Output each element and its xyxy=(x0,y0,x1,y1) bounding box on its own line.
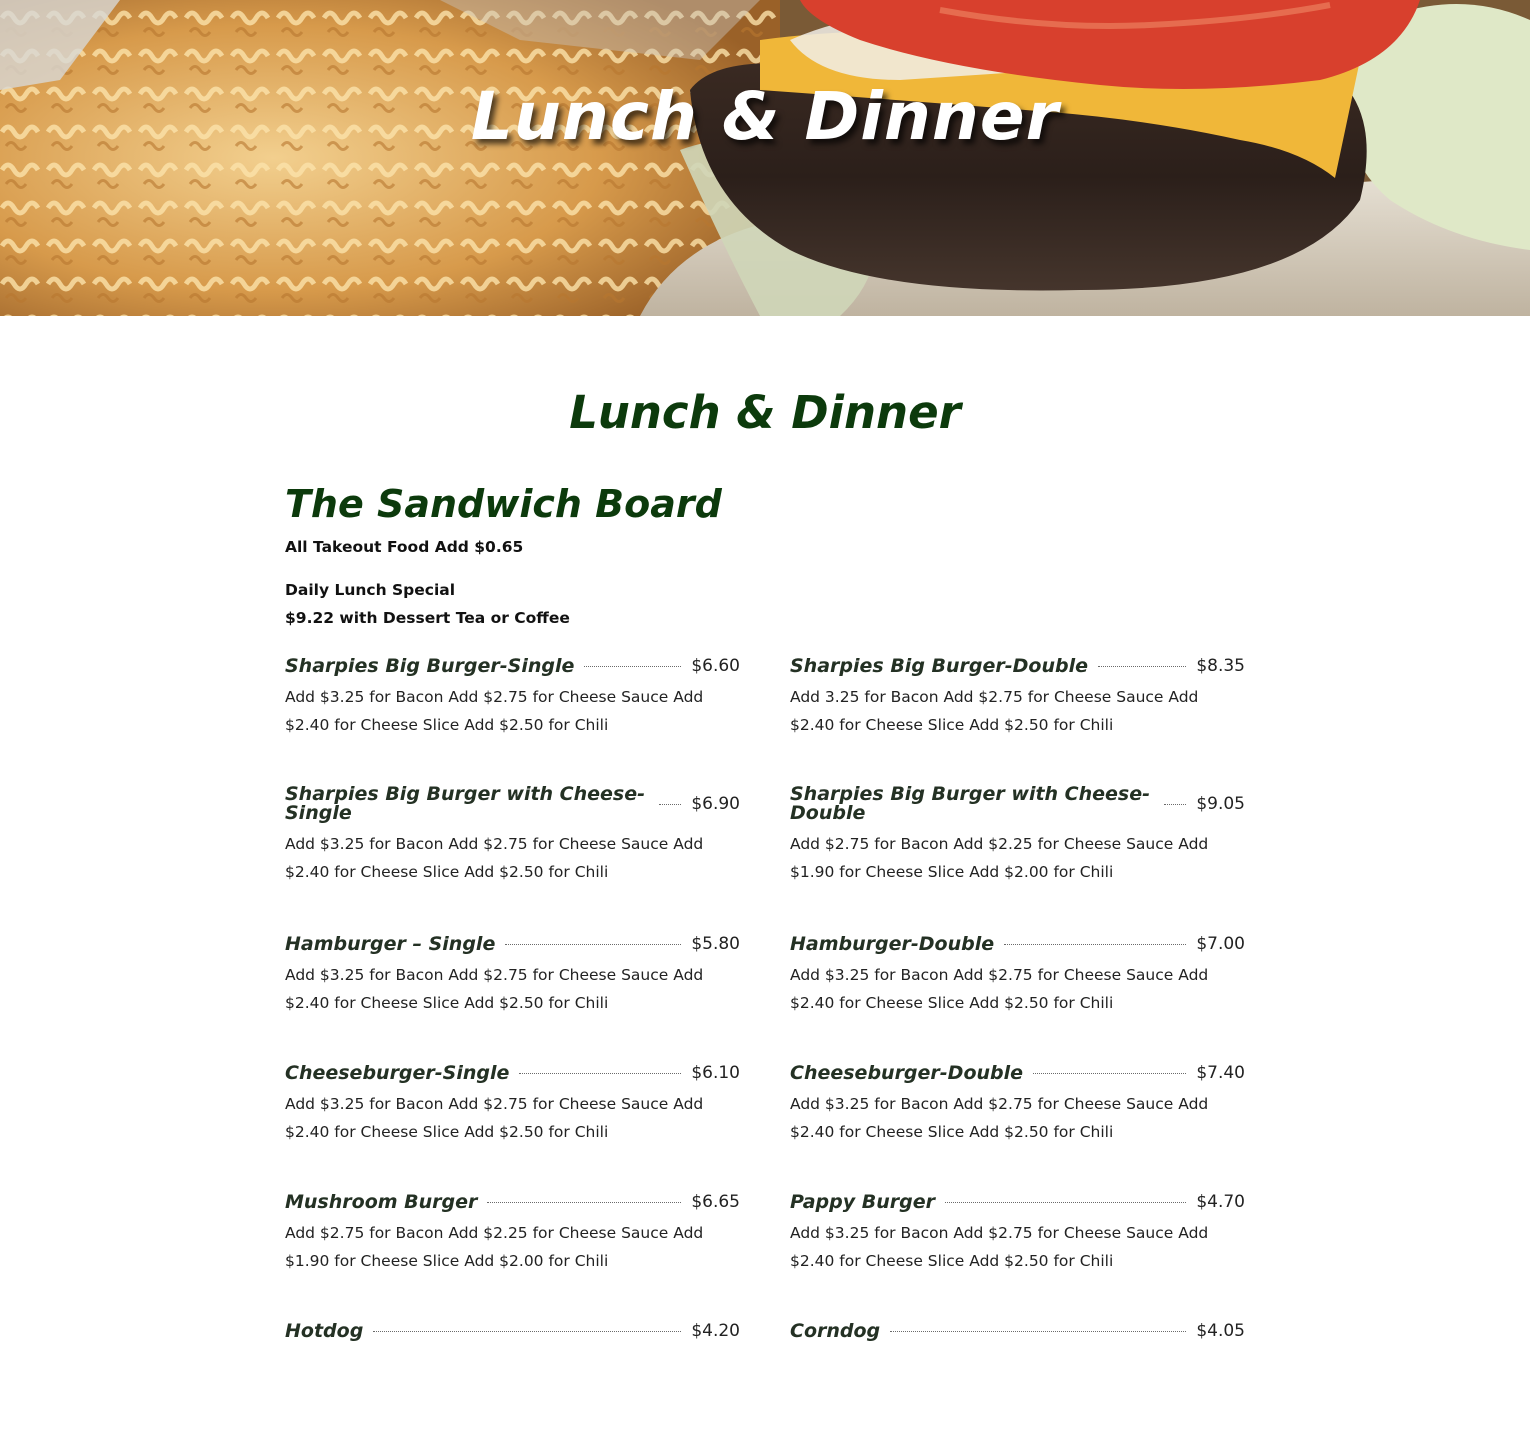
menu-item xyxy=(285,1321,740,1450)
menu-item-name: Hamburger – Single xyxy=(285,932,496,955)
menu-item-price: $6.65 xyxy=(691,1192,740,1212)
menu-item-name: Mushroom Burger xyxy=(285,1190,478,1213)
menu-item xyxy=(790,656,1245,785)
menu-item-description: Add $2.75 for Bacon Add $2.25 for Cheese Sauce Add $1.90 for Cheese Slice Add $2.00 for Chili xyxy=(790,835,1209,881)
hero-banner xyxy=(0,0,1530,316)
menu-item-description: Add $2.75 for Bacon Add $2.25 for Cheese Sauce Add $1.90 for Cheese Slice Add $2.00 for Chili xyxy=(285,1224,704,1270)
menu-item xyxy=(285,1063,740,1192)
menu-list xyxy=(285,656,1245,1450)
menu-item xyxy=(790,1321,1245,1450)
lunch-special-price: $9.22 with Dessert Tea or Coffee xyxy=(285,609,570,627)
dotted-leader xyxy=(1004,944,1186,945)
menu-item-description: Add 3.25 for Bacon Add $2.75 for Cheese Sauce Add $2.40 for Cheese Slice Add $2.50 for Chili xyxy=(790,688,1199,734)
dotted-leader xyxy=(890,1331,1186,1332)
menu-item-description: Add $3.25 for Bacon Add $2.75 for Cheese Sauce Add $2.40 for Cheese Slice Add $2.50 for Chili xyxy=(285,1095,704,1141)
menu-item-price: $7.40 xyxy=(1196,1063,1245,1083)
takeout-note: All Takeout Food Add $0.65 xyxy=(285,538,524,556)
menu-item-name: Cheeseburger-Double xyxy=(790,1061,1024,1084)
dotted-leader xyxy=(505,944,681,945)
menu-item-name: Hotdog xyxy=(285,1319,364,1342)
menu-item xyxy=(285,1192,740,1321)
dotted-leader xyxy=(659,804,681,805)
menu-item-description: Add $3.25 for Bacon Add $2.75 for Cheese Sauce Add $2.40 for Cheese Slice Add $2.50 for Chili xyxy=(285,688,704,734)
menu-item-price: $7.00 xyxy=(1196,934,1245,954)
menu-item xyxy=(285,934,740,1063)
menu-item-price: $4.20 xyxy=(691,1321,740,1341)
menu-item-name: Sharpies Big Burger-Single xyxy=(285,654,575,677)
menu-item-description: Add $3.25 for Bacon Add $2.75 for Cheese Sauce Add $2.40 for Cheese Slice Add $2.50 for Chili xyxy=(790,1224,1209,1270)
menu-item xyxy=(790,1192,1245,1321)
menu-item-price: $9.05 xyxy=(1196,794,1245,814)
menu-item-price: $6.60 xyxy=(691,656,740,676)
dotted-leader xyxy=(1033,1073,1186,1074)
dotted-leader xyxy=(373,1331,681,1332)
menu-content xyxy=(0,316,1530,1342)
dotted-leader xyxy=(487,1202,681,1203)
menu-item-description: Add $3.25 for Bacon Add $2.75 for Cheese Sauce Add $2.40 for Cheese Slice Add $2.50 for Chili xyxy=(790,966,1209,1012)
dotted-leader xyxy=(1098,666,1186,667)
menu-item-name: Sharpies Big Burger with Cheese-Double xyxy=(790,783,1150,824)
section-title: Lunch & Dinner xyxy=(569,386,961,439)
lunch-special-title: Daily Lunch Special xyxy=(285,581,456,599)
menu-item xyxy=(285,656,740,785)
menu-item-price: $5.80 xyxy=(691,934,740,954)
menu-item-description: Add $3.25 for Bacon Add $2.75 for Cheese Sauce Add $2.40 for Cheese Slice Add $2.50 for Chili xyxy=(285,835,704,881)
menu-item-name: Sharpies Big Burger-Double xyxy=(790,654,1089,677)
menu-item-name: Cheeseburger-Single xyxy=(285,1061,510,1084)
menu-item-name: Hamburger-Double xyxy=(790,932,995,955)
dotted-leader xyxy=(945,1202,1186,1203)
menu-item-price: $6.10 xyxy=(691,1063,740,1083)
board-title: The Sandwich Board xyxy=(285,482,722,526)
menu-item-price: $8.35 xyxy=(1196,656,1245,676)
burger-and-fries-photo xyxy=(0,0,1530,316)
menu-item-name: Corndog xyxy=(790,1319,881,1342)
menu-item xyxy=(790,785,1245,934)
menu-item xyxy=(790,1063,1245,1192)
dotted-leader xyxy=(1164,804,1186,805)
dotted-leader xyxy=(584,666,681,667)
hero-title: Lunch & Dinner xyxy=(470,78,1060,155)
menu-item-price: $6.90 xyxy=(691,794,740,814)
menu-item-name: Sharpies Big Burger with Cheese-Single xyxy=(285,783,645,824)
menu-item-price: $4.70 xyxy=(1196,1192,1245,1212)
menu-item-description: Add $3.25 for Bacon Add $2.75 for Cheese Sauce Add $2.40 for Cheese Slice Add $2.50 for Chili xyxy=(790,1095,1209,1141)
menu-item-description: Add $3.25 for Bacon Add $2.75 for Cheese Sauce Add $2.40 for Cheese Slice Add $2.50 for Chili xyxy=(285,966,704,1012)
menu-item-name: Pappy Burger xyxy=(790,1190,935,1213)
menu-item xyxy=(790,934,1245,1063)
menu-item-price: $4.05 xyxy=(1196,1321,1245,1341)
dotted-leader xyxy=(519,1073,681,1074)
menu-item xyxy=(285,785,740,934)
